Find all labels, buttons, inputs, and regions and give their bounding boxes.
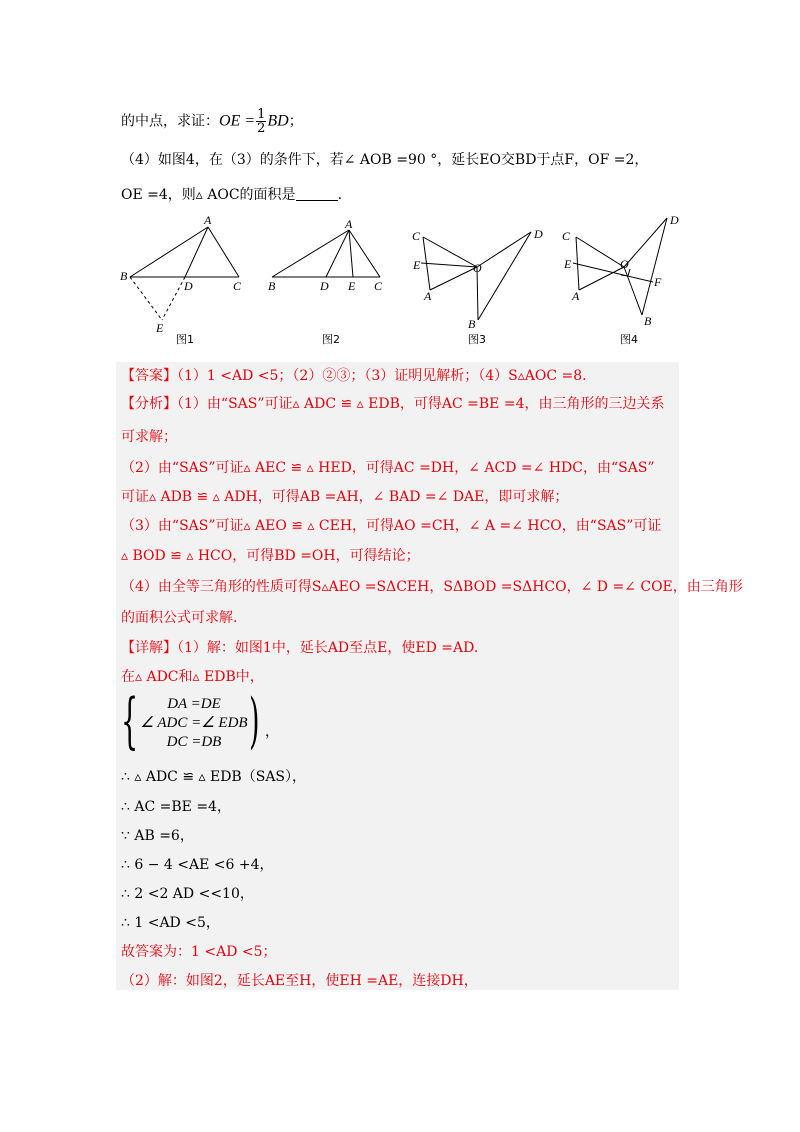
fig2-label-d: D [320,279,329,293]
math-expression: OE = [219,112,256,130]
detail-text: （1）解：如图1中，延长AD至点E，使ED =AD. [177,640,479,656]
detail-line-1 [121,638,478,658]
system-row-2: ∠ ADC =∠ EDB [140,715,248,731]
figure-1 [130,227,239,320]
analysis-line-5: （3）由“SAS”可证▵ AEO ≌ ▵ CEH，可得AO =CH，∠ A =∠ HCO，由“SAS”可证 [121,518,662,534]
fraction-numerator: 1 [257,107,266,122]
fig3-label-d: D [534,227,543,241]
problem-text: 的中点，求证： [121,113,219,130]
detail-step-4: ∴ 6 − 4 <AE <6 +4， [121,857,274,873]
fig3-label-e: E [413,258,421,272]
problem-line-2: （4）如图4，在（3）的条件下，若∠ AOB =90 °，延长EO交BD于点F，OF =2， [121,152,649,168]
analysis-text: （1）由“SAS”可证▵ ADC ≌ ▵ EDB，可得AC =BE =4，由三角形的三边关系 [177,396,665,412]
fig2-caption: 图2 [322,333,340,346]
fraction-denominator: 2 [257,121,266,136]
fig4-label-f: F [654,275,662,289]
answer-blank [296,186,338,201]
right-paren: ) [249,686,260,756]
fig3-caption: 图3 [468,333,486,346]
fig4-label-b: B [644,314,652,328]
fig3-label-c: C [412,229,421,243]
fig4-label-c: C [562,229,571,243]
detail-step-1: ∴ ▵ ADC ≌ ▵ EDB（SAS）， [121,769,307,785]
fig4-label-e: E [564,257,572,271]
analysis-line-7: （4）由全等三角形的性质可得S▵AEO =SΔCEH，SΔBOD =SΔHCO，∠ D =∠ COE，由三角形 [121,579,743,595]
detail-step-7: 故答案为：1 <AD <5； [121,944,277,960]
answer-label: 【答案】 [121,368,177,384]
detail-step-3: ∵ AB =6， [121,828,194,844]
system-tail: ， [265,724,279,740]
detail-step-6: ∴ 1 <AD <5， [121,915,220,931]
fig4-label-a: A [572,289,580,303]
analysis-line-3: （2）由“SAS”可证▵ AEC ≌ ▵ HED，可得AC =DH，∠ ACD =∠ HDC，由“SAS” [121,460,655,476]
fig2-label-a: A [345,217,353,231]
fig1-caption: 图1 [176,333,194,346]
system-row-3: DC =DB [166,734,222,750]
fig4-label-d: D [670,213,679,227]
figure-2 [272,230,380,277]
answer-line [121,366,587,386]
fig4-label-o: O [620,257,629,271]
fig2-label-c: C [374,279,383,293]
problem-text: OE =4，则▵ AOC的面积是 [121,187,296,203]
analysis-label: 【分析】 [121,396,177,412]
fig1-label-c: C [233,279,242,293]
geometry-figures [112,210,692,350]
fig3-label-o: O [473,261,482,275]
detail-line-2: 在▵ ADC和▵ EDB中， [121,669,264,685]
fig4-caption: 图4 [620,333,638,346]
analysis-line-4: 可证▵ ADB ≌ ▵ ADH，可得AB =AH，∠ BAD =∠ DAE，即可求解； [121,489,569,505]
analysis-line-1 [121,394,664,414]
detail-step-2: ∴ AC =BE =4， [121,799,231,815]
fig1-label-d: D [184,279,193,293]
system-row-1: DA =DE [167,696,221,712]
fig1-label-b: B [120,269,128,283]
fig3-label-a: A [424,289,432,303]
problem-text: ； [288,113,303,130]
figure-3 [421,232,531,320]
analysis-line-2: 可求解； [121,429,177,445]
equation-system [121,686,261,756]
detail-step-5: ∴ 2 <2 AD <<10， [121,886,254,902]
fig2-label-b: B [268,279,276,293]
fig3-label-b: B [468,317,476,331]
problem-line-1 [121,108,303,135]
detail-label: 【详解】 [121,640,177,656]
problem-line-3 [121,185,342,205]
answer-text: （1）1 <AD <5；（2）②③；（3）证明见解析；（4）S▵AOC =8. [177,368,587,384]
problem-text: . [337,187,343,203]
detail-step-8: （2）解：如图2，延长AE至H，使EH =AE，连接DH， [121,973,478,989]
math-expression: BD [267,112,289,130]
analysis-line-8: 的面积公式可求解. [121,610,238,626]
left-brace: { [121,686,139,756]
fig2-label-e: E [348,279,356,293]
analysis-line-6: ▵ BOD ≌ ▵ HCO，可得BD =OH，可得结论； [121,548,420,564]
fraction [256,108,266,135]
fig1-label-e: E [156,321,164,335]
fig1-label-a: A [204,213,212,227]
